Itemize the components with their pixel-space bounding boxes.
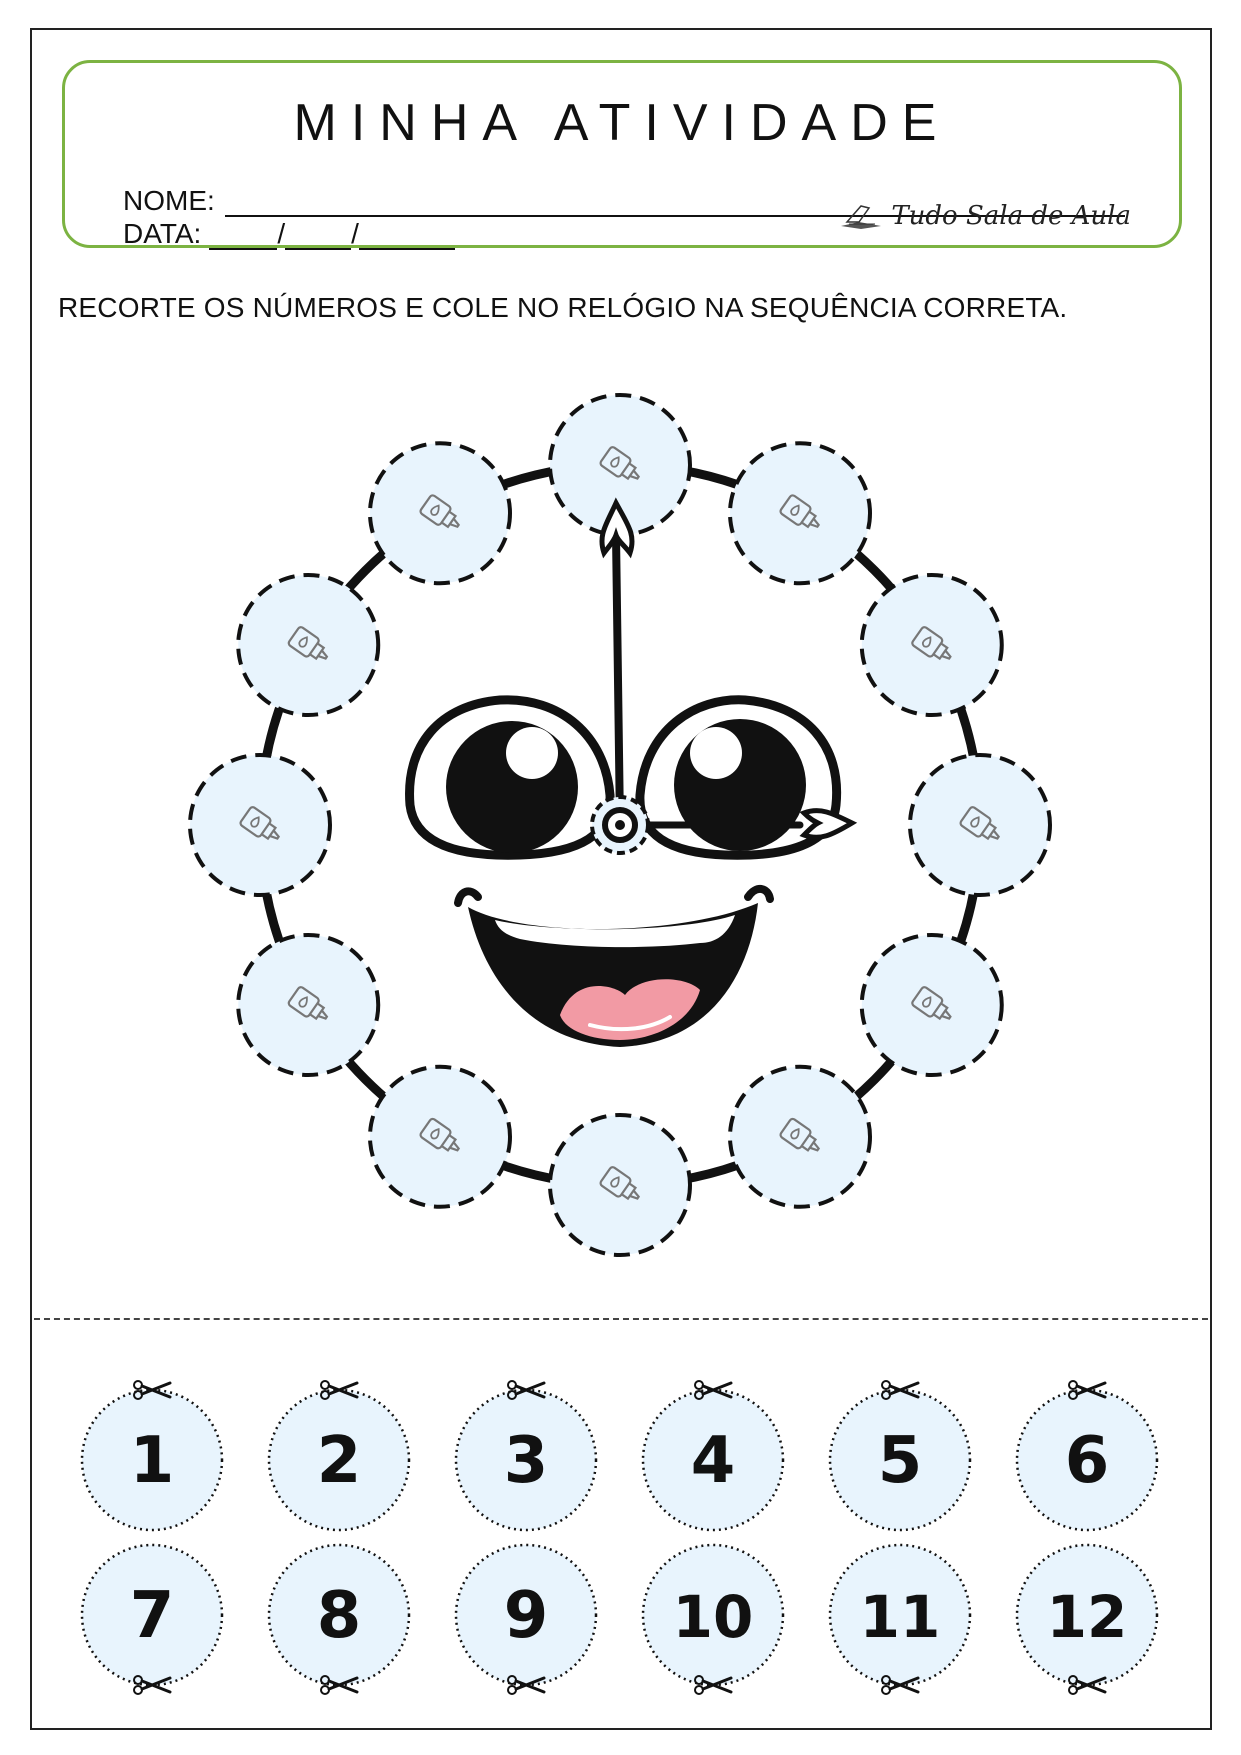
clock-slot[interactable] <box>190 755 330 895</box>
cutout-number: 4 <box>690 1424 736 1498</box>
clock-center-pin <box>592 797 648 853</box>
cutout-number: 9 <box>503 1579 549 1653</box>
cutout-number: 8 <box>316 1579 362 1653</box>
instruction-text: RECORTE OS NÚMEROS E COLE NO RELÓGIO NA SEQUÊNCIA CORRETA. <box>58 292 1068 323</box>
clock-slot[interactable] <box>238 935 378 1075</box>
logo <box>839 201 1131 231</box>
book-icon <box>839 202 883 230</box>
date-separator: / <box>351 218 359 249</box>
clock-slot[interactable] <box>862 575 1002 715</box>
header-box <box>62 60 1182 248</box>
cutout-number: 6 <box>1064 1424 1110 1498</box>
clock <box>0 330 1241 1310</box>
smiling-mouth <box>458 889 770 1047</box>
number-cutout[interactable] <box>269 1390 409 1530</box>
name-label: NOME: <box>123 185 215 216</box>
page-title: MINHA ATIVIDADE <box>293 94 951 152</box>
cutout-number: 12 <box>1046 1583 1128 1651</box>
date-day-line[interactable] <box>209 222 277 250</box>
clock-slot[interactable] <box>910 755 1050 895</box>
number-cutouts <box>0 1330 1241 1730</box>
clock-slot[interactable] <box>550 1115 690 1255</box>
date-separator: / <box>277 218 286 249</box>
cutout-number: 7 <box>129 1579 175 1653</box>
cut-line <box>34 1318 1208 1320</box>
date-label: DATA: <box>123 218 202 249</box>
number-cutout[interactable] <box>269 1545 409 1685</box>
cutout-number: 3 <box>503 1424 549 1498</box>
number-cutout[interactable] <box>1017 1390 1157 1530</box>
date-year-line[interactable] <box>359 222 455 250</box>
cutout-number: 5 <box>877 1424 923 1498</box>
number-cutout[interactable] <box>1017 1545 1157 1685</box>
clock-slot[interactable] <box>238 575 378 715</box>
number-cutout[interactable] <box>830 1390 970 1530</box>
number-cutout[interactable] <box>456 1390 596 1530</box>
number-cutout[interactable] <box>82 1390 222 1530</box>
cutout-number: 11 <box>859 1583 941 1651</box>
cutout-number: 10 <box>672 1583 754 1651</box>
left-eye <box>410 700 611 855</box>
number-cutout[interactable] <box>643 1390 783 1530</box>
number-cutout[interactable] <box>82 1545 222 1685</box>
number-cutout[interactable] <box>456 1545 596 1685</box>
cutout-number: 2 <box>316 1424 362 1498</box>
date-field[interactable] <box>123 218 455 250</box>
clock-slot[interactable] <box>370 443 510 583</box>
number-cutout[interactable] <box>643 1545 783 1685</box>
clock-slot[interactable] <box>862 935 1002 1075</box>
logo-text: Tudo Sala de Aula <box>891 201 1131 231</box>
clock-slot[interactable] <box>730 443 870 583</box>
clock-slot[interactable] <box>370 1067 510 1207</box>
clock-slot[interactable] <box>730 1067 870 1207</box>
cutout-number: 1 <box>129 1424 175 1498</box>
number-cutout[interactable] <box>830 1545 970 1685</box>
date-month-line[interactable] <box>285 222 351 250</box>
